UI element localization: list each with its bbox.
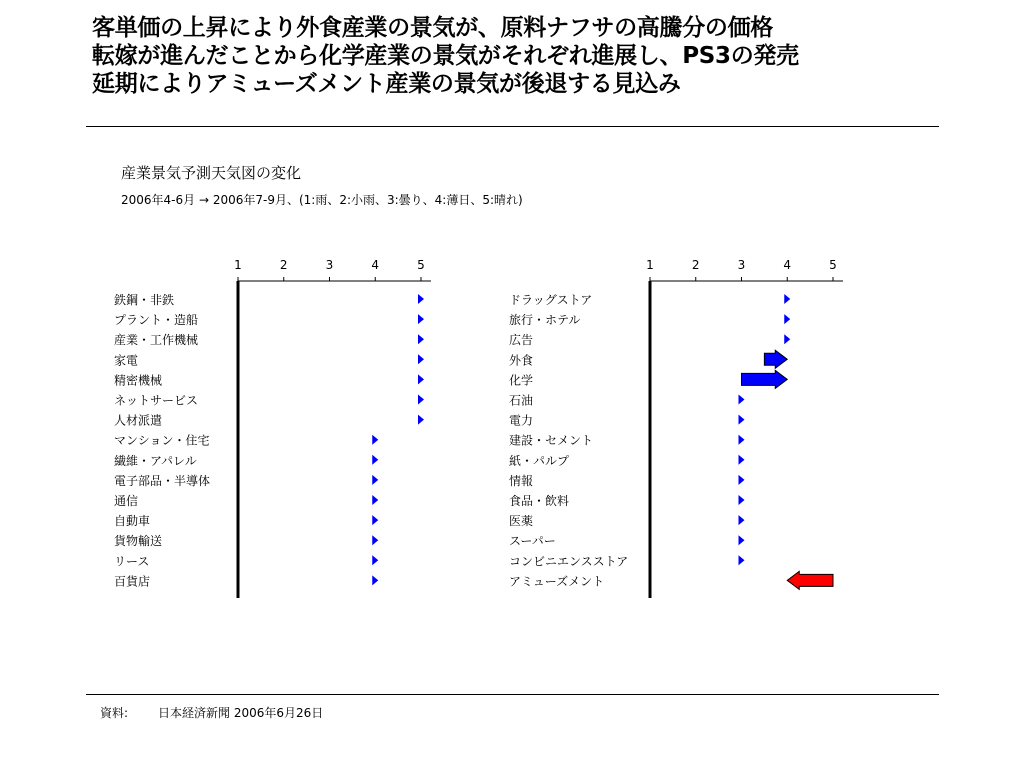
industry-label: 精密機械 [114,373,163,388]
no-change-marker [372,555,378,565]
no-change-marker [739,455,745,465]
industry-label: 通信 [114,494,139,508]
industry-label: 外食 [509,353,534,368]
no-change-marker [418,314,424,324]
no-change-marker [372,435,378,445]
industry-label: 医薬 [509,514,534,529]
industry-label: マンション・住宅 [114,433,210,448]
industry-label: 旅行・ホテル [509,313,581,328]
improvement-arrow [742,370,788,388]
headline-line: 延期によりアミューズメント産業の景気が後退する見込み [92,71,681,97]
no-change-marker [418,395,424,405]
no-change-marker [784,334,790,344]
no-change-marker [372,455,378,465]
source-text: 日本経済新聞 2006年6月26日 [158,706,324,720]
no-change-marker [372,535,378,545]
improvement-arrow [764,350,787,368]
no-change-marker [418,374,424,384]
industry-label: リース [114,554,150,569]
no-change-marker [784,294,790,304]
industry-label: 鉄鋼・非鉄 [114,293,175,307]
headline-line: 転嫁が進んだことから化学産業の景気がそれぞれ進展し、PS3の発売 [92,43,799,69]
no-change-marker [418,415,424,425]
industry-label: 自動車 [114,514,151,529]
no-change-marker [372,575,378,585]
industry-label: 人材派遣 [114,413,163,428]
industry-label: 産業・工作機械 [114,333,199,348]
industry-label: 家電 [114,353,139,368]
industry-label: 電力 [509,413,534,428]
no-change-marker [418,334,424,344]
industry-label: 食品・飲料 [509,494,570,508]
x-tick-label: 2 [279,258,288,272]
x-tick-label: 3 [737,258,746,272]
headline-line: 客単価の上昇により外食産業の景気が、原料ナフサの高騰分の価格 [92,15,774,41]
no-change-marker [739,535,745,545]
x-tick-label: 1 [646,258,654,272]
no-change-marker [739,475,745,485]
industry-label: スーパー [509,534,556,549]
no-change-marker [418,354,424,364]
x-tick-label: 3 [325,258,334,272]
industry-label: コンビニエンスストア [509,554,629,569]
industry-label: 繊維・アパレル [114,453,197,468]
industry-label: ネットサービス [114,393,199,408]
industry-label: 石油 [509,393,534,408]
source-label: 資料: [100,706,129,720]
decline-arrow [787,571,833,589]
x-tick-label: 4 [783,258,792,272]
no-change-marker [784,314,790,324]
no-change-marker [739,515,745,525]
industry-label: 百貨店 [114,574,151,589]
industry-label: 化学 [509,373,534,388]
x-tick-label: 4 [371,258,380,272]
no-change-marker [739,395,745,405]
no-change-marker [372,495,378,505]
chart-title: 産業景気予測天気図の変化 [121,164,302,182]
industry-label: 建設・セメント [509,433,594,448]
x-tick-label: 1 [234,258,242,272]
no-change-marker [739,555,745,565]
no-change-marker [739,415,745,425]
industry-label: アミューズメント [509,574,605,589]
no-change-marker [739,435,745,445]
no-change-marker [739,495,745,505]
chart-subtitle: 2006年4-6月 → 2006年7-9月、(1:雨、2:小雨、3:曇り、4:薄日、5:晴れ) [121,193,523,207]
no-change-marker [418,294,424,304]
industry-label: ドラッグストア [509,293,593,307]
industry-label: 情報 [509,473,534,488]
industry-label: プラント・造船 [114,313,199,328]
no-change-marker [372,475,378,485]
industry-label: 広告 [509,333,534,348]
x-tick-label: 5 [829,258,837,272]
industry-label: 貨物輸送 [114,534,163,549]
x-tick-label: 5 [417,258,425,272]
no-change-marker [372,515,378,525]
industry-label: 紙・パルプ [509,453,570,468]
industry-label: 電子部品・半導体 [114,473,211,488]
bottom-divider [86,694,939,695]
x-tick-label: 2 [691,258,700,272]
